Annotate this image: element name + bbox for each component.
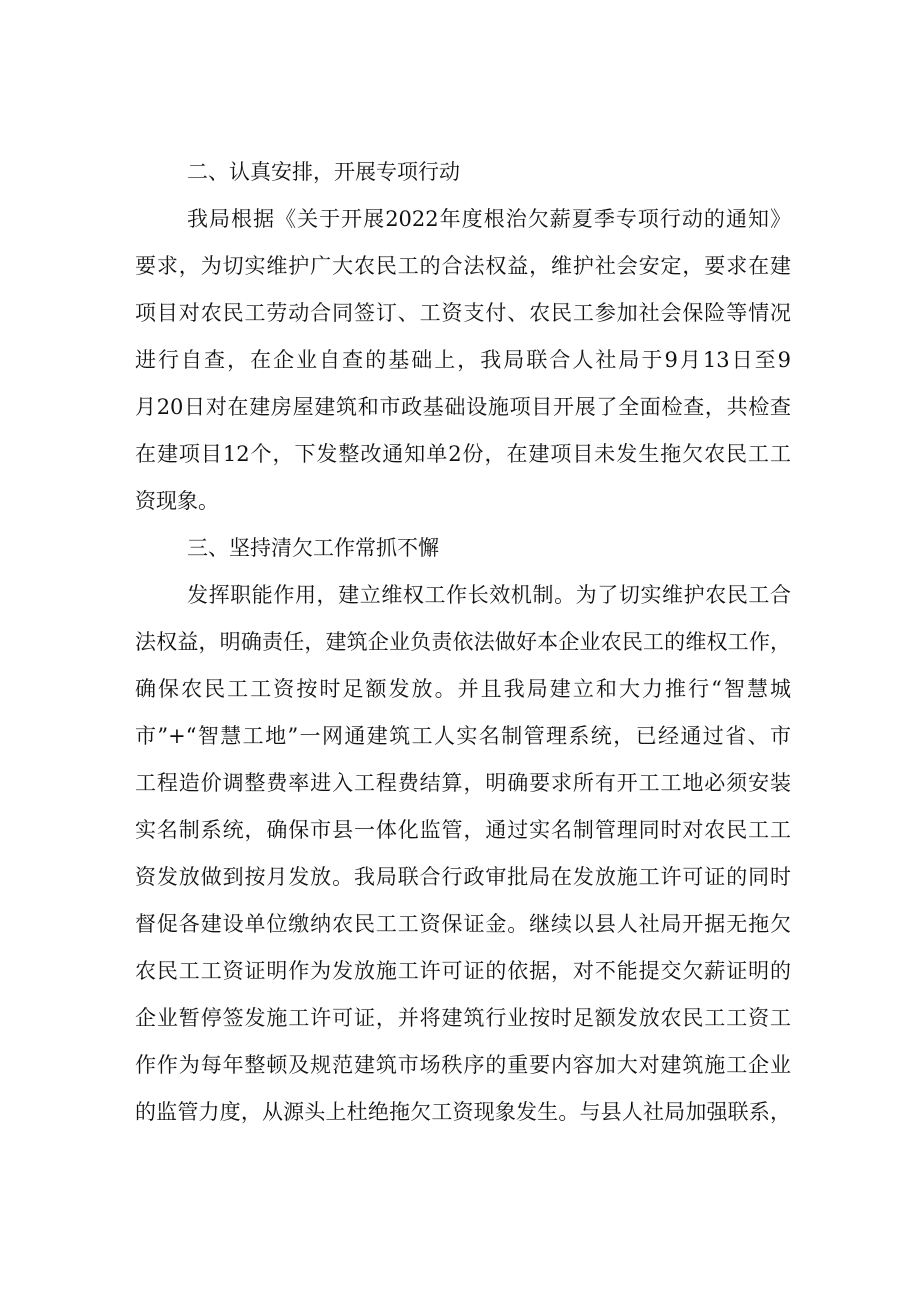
paragraph-wage-arrears: [135, 572, 791, 1136]
paragraph-line: 法权益，明确责任，建筑企业负责依法做好本企业农民工的维权工作，: [135, 630, 791, 654]
paragraph-line: 市”+“智慧工地”一网通建筑工人实名制管理系统，已经通过省、市: [135, 724, 791, 748]
paragraph-line: 作作为每年整顿及规范建筑市场秩序的重要内容加大对建筑施工企业: [135, 1053, 791, 1077]
paragraph-line: 资现象。: [135, 489, 219, 513]
paragraph-line: 在建项目12个，下发整改通知单2份，在建项目未发生拖欠农民工工: [135, 442, 791, 466]
paragraph-line: 督促各建设单位缴纳农民工工资保证金。继续以县人社局开据无拖欠: [135, 912, 791, 936]
section-heading-2: 二、认真安排，开展专项行动: [187, 160, 460, 184]
paragraph-line: 发挥职能作用，建立维权工作长效机制。为了切实维护农民工合: [187, 583, 791, 607]
paragraph-line: 要求，为切实维护广大农民工的合法权益，维护社会安定，要求在建: [135, 254, 791, 278]
paragraph-line: 农民工工资证明作为发放施工许可证的依据，对不能提交欠薪证明的: [135, 959, 791, 983]
paragraph-special-action: [135, 196, 791, 525]
section-heading-3: 三、坚持清欠工作常抓不懈: [187, 536, 439, 560]
paragraph-line: 确保农民工工资按时足额发放。并且我局建立和大力推行“智慧城: [135, 677, 791, 701]
paragraph-line: 月20日对在建房屋建筑和市政基础设施项目开展了全面检查，共检查: [135, 395, 791, 419]
paragraph-line: 工程造价调整费率进入工程费结算，明确要求所有开工工地必须安装: [135, 771, 791, 795]
paragraph-line: 我局根据《关于开展2022年度根治欠薪夏季专项行动的通知》: [187, 207, 791, 231]
document-page: [135, 149, 791, 1136]
paragraph-line: 项目对农民工劳动合同签订、工资支付、农民工参加社会保险等情况: [135, 301, 791, 325]
paragraph-line: 实名制系统，确保市县一体化监管，通过实名制管理同时对农民工工: [135, 818, 791, 842]
paragraph-line: 的监管力度，从源头上杜绝拖欠工资现象发生。与县人社局加强联系，: [135, 1100, 791, 1124]
paragraph-line: 企业暂停签发施工许可证，并将建筑行业按时足额发放农民工工资工: [135, 1006, 791, 1030]
paragraph-line: 进行自查，在企业自查的基础上，我局联合人社局于9月13日至9: [135, 348, 791, 372]
paragraph-line: 资发放做到按月发放。我局联合行政审批局在发放施工许可证的同时: [135, 865, 791, 889]
